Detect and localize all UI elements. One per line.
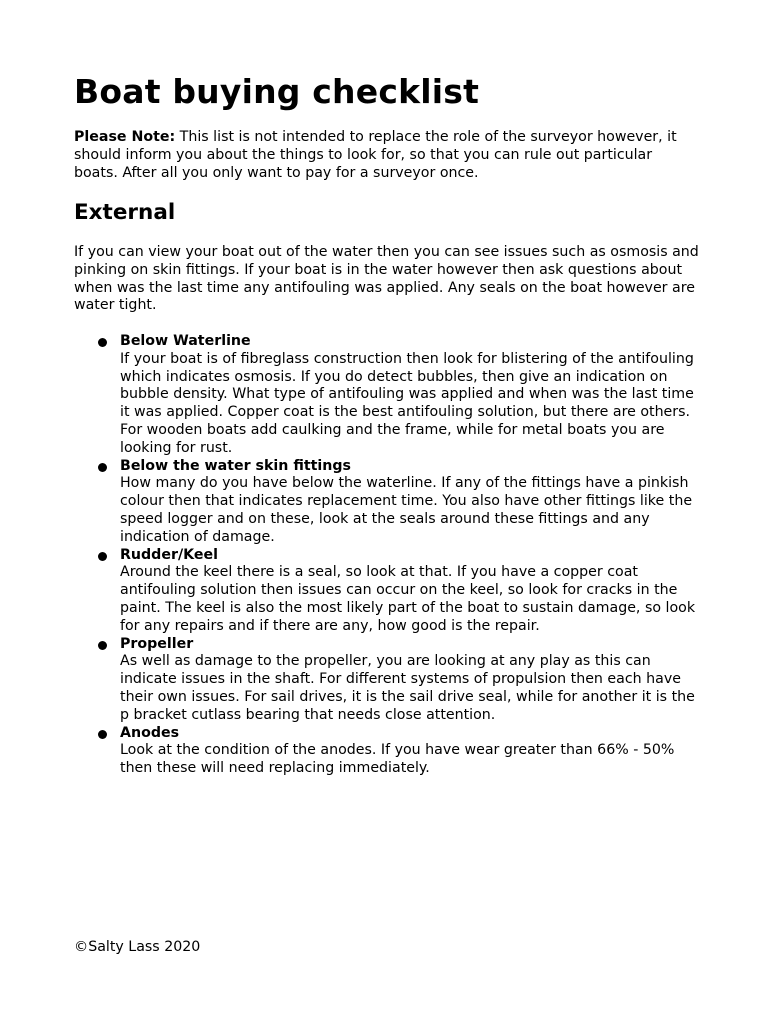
- item-title: Anodes: [120, 724, 180, 741]
- item-title: Rudder/Keel: [120, 546, 218, 563]
- section-intro: If you can view your boat out of the water then you can see issues such as osmosis and pinking on skin fittings. If your boat is in the water however then ask questions about when was the last time any antifouling was applied. Any seals on the boat however are water tight.: [74, 244, 699, 314]
- note-label: Please Note:: [74, 129, 176, 145]
- bullet-icon: [98, 730, 107, 739]
- copyright-footer: ©Salty Lass 2020: [74, 939, 201, 955]
- note-paragraph: [74, 128, 700, 182]
- item-title: Below the water skin fittings: [120, 457, 351, 474]
- checklist: [74, 333, 700, 778]
- item-body: Look at the condition of the anodes. If you have wear greater than 66% - 50% then these will need replacing immediately.: [120, 742, 675, 777]
- item-title: Propeller: [120, 635, 194, 652]
- item-body: How many do you have below the waterline. If any of the fittings have a pinkish colour then that indicates replacement time. You also have other fittings like the speed logger and on these, look at the seals around these fittings and any indication of damage.: [120, 475, 693, 545]
- note-text: This list is not intended to replace the role of the surveyor however, it should inform you about the things to look for, so that you can rule out particular boats. After all you only want to pay for a surveyor once.: [74, 129, 677, 181]
- bullet-icon: [98, 552, 107, 561]
- item-body: If your boat is of fibreglass construction then look for blistering of the antifouling which indicates osmosis. If you do detect bubbles, then give an indication on bubble density. What type of antifouling was applied and when was the last time it was applied. Copper coat is the best antifouling solution, but there are others. For wooden boats add caulking and the frame, while for metal boats you are looking for rust.: [120, 350, 694, 456]
- list-item: [74, 636, 700, 725]
- section-heading: External: [74, 200, 176, 225]
- list-item: [74, 333, 700, 458]
- item-title: Below Waterline: [120, 333, 251, 349]
- list-item: [74, 725, 700, 778]
- bullet-icon: [98, 463, 107, 472]
- page-title: Boat buying checklist: [74, 72, 480, 111]
- item-body: As well as damage to the propeller, you are looking at any play as this can indicate issues in the shaft. For different systems of propulsion then each have their own issues. For sail drives, it is the sail drive seal, while for another it is the p bracket cutlass bearing that needs close attention.: [120, 653, 695, 723]
- list-item: [74, 547, 700, 636]
- bullet-icon: [98, 338, 107, 347]
- list-item: [74, 458, 700, 547]
- item-body: Around the keel there is a seal, so look at that. If you have a copper coat antifouling solution then issues can occur on the keel, so look for cracks in the paint. The keel is also the most likely part of the boat to sustain damage, so look for any repairs and if there are any, how good is the repair.: [120, 564, 696, 634]
- bullet-icon: [98, 641, 107, 650]
